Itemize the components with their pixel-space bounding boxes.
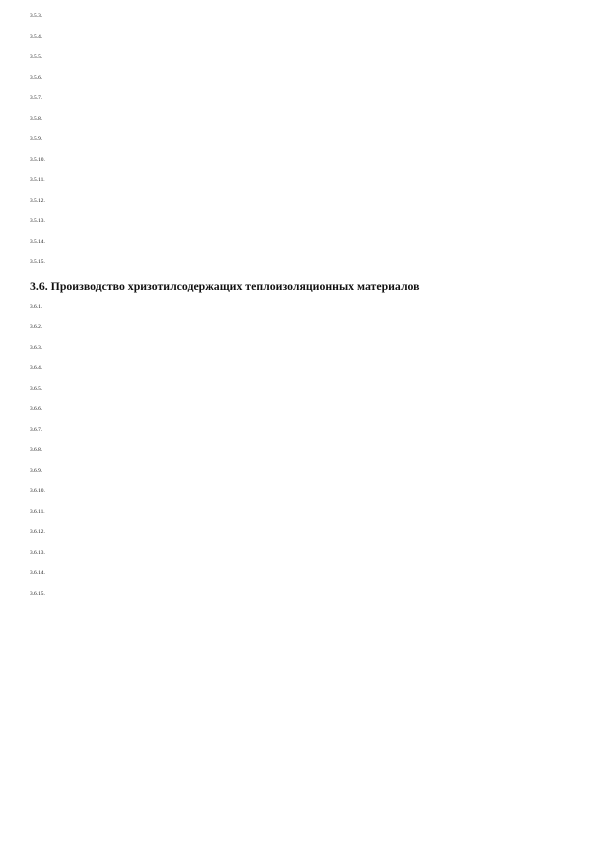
clause-number: 3.6.11. xyxy=(30,508,45,515)
clause-3-6-8 xyxy=(30,446,539,455)
clause-number: 3.5.5. xyxy=(30,54,43,60)
clause-3-5-7 xyxy=(30,94,539,103)
clause-number: 3.6.5. xyxy=(30,385,43,392)
clause-number: 3.6.6. xyxy=(30,406,43,412)
clause-number: 3.5.7. xyxy=(30,95,43,101)
clause-number: 3.6.14. xyxy=(30,570,45,576)
clause-number: 3.5.14. xyxy=(30,238,45,245)
clause-number: 3.5.8. xyxy=(30,115,43,122)
clause-3-5-11 xyxy=(30,176,539,185)
clause-3-5-3 xyxy=(30,12,539,21)
clause-3-6-5 xyxy=(30,385,539,394)
clause-number: 3.5.9. xyxy=(30,136,43,142)
clause-3-5-15 xyxy=(30,258,539,267)
clause-number: 3.6.8. xyxy=(30,447,43,453)
clause-number: 3.5.4. xyxy=(30,33,43,40)
clause-number: 3.6.15. xyxy=(30,590,45,597)
clause-number: 3.5.6. xyxy=(30,74,43,81)
clause-3-5-14 xyxy=(30,238,539,247)
clauses-3-6-list xyxy=(30,303,539,599)
clauses-3-5-list xyxy=(30,12,539,267)
clause-3-5-5 xyxy=(30,53,539,62)
clause-3-6-12 xyxy=(30,528,539,537)
clause-number: 3.5.15. xyxy=(30,259,45,265)
clause-3-5-6 xyxy=(30,74,539,83)
clause-3-5-8 xyxy=(30,115,539,124)
clause-number: 3.6.7. xyxy=(30,426,43,433)
clause-3-6-14 xyxy=(30,569,539,578)
clause-number: 3.6.4. xyxy=(30,365,43,371)
clause-3-6-15 xyxy=(30,590,539,599)
clause-number: 3.6.10. xyxy=(30,488,45,494)
clause-3-5-10 xyxy=(30,156,539,165)
clause-3-6-3 xyxy=(30,344,539,353)
clause-3-6-7 xyxy=(30,426,539,435)
clause-number: 3.5.10. xyxy=(30,156,45,163)
clause-number: 3.6.13. xyxy=(30,549,45,556)
clause-3-6-9 xyxy=(30,467,539,476)
clause-number: 3.5.12. xyxy=(30,197,45,204)
clause-number: 3.6.3. xyxy=(30,344,43,351)
clause-3-5-12 xyxy=(30,197,539,206)
clause-3-6-11 xyxy=(30,508,539,517)
clause-number: 3.5.3. xyxy=(30,13,43,19)
clause-number: 3.5.11. xyxy=(30,177,45,183)
clause-3-6-13 xyxy=(30,549,539,558)
clause-3-6-2 xyxy=(30,323,539,332)
clause-number: 3.6.9. xyxy=(30,467,43,474)
clause-3-6-4 xyxy=(30,364,539,373)
clause-3-6-10 xyxy=(30,487,539,496)
clause-number: 3.5.13. xyxy=(30,218,45,224)
clause-3-6-6 xyxy=(30,405,539,414)
clause-number: 3.6.12. xyxy=(30,529,45,535)
clause-3-5-13 xyxy=(30,217,539,226)
clause-number: 3.6.2. xyxy=(30,324,43,330)
section-heading-3-6: 3.6. Производство хризотилсодержащих теплоизоляционных материалов xyxy=(30,278,420,293)
clause-3-5-9 xyxy=(30,135,539,144)
clause-3-5-4 xyxy=(30,33,539,42)
clause-3-6-1 xyxy=(30,303,539,312)
clause-number: 3.6.1. xyxy=(30,303,43,310)
